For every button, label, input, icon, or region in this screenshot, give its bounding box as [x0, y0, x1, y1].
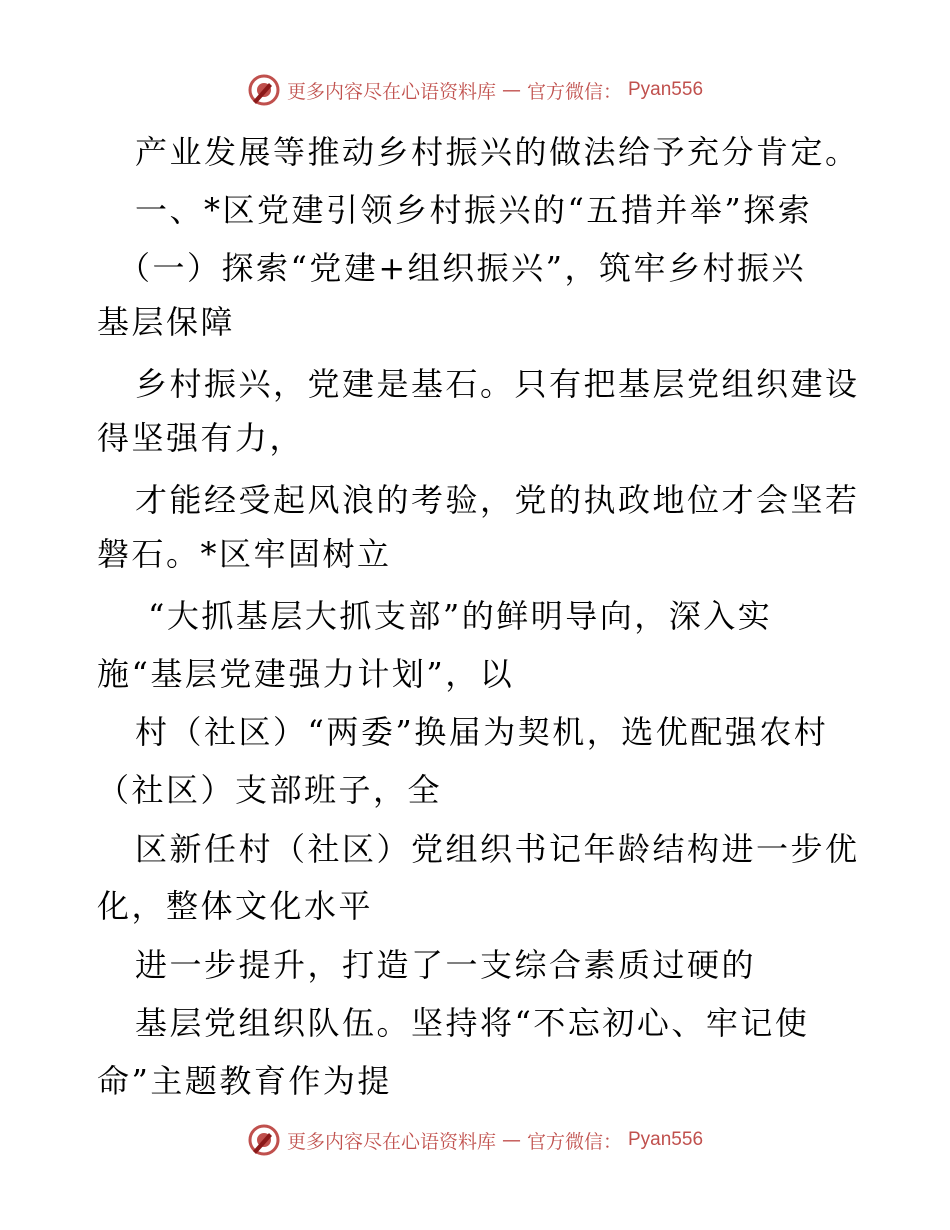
watermark-wechat-label: 官方微信：: [526, 80, 622, 103]
watermark-dash: —: [501, 1129, 521, 1151]
body-line: 化，整体文化水平: [97, 887, 374, 925]
body-line: 基层党组织队伍。坚持将“不忘初心、牢记使: [135, 1004, 810, 1042]
watermark-wechat-label: 官方微信：: [526, 1130, 622, 1153]
body-line: “大抓基层大抓支部”的鲜明导向，深入实: [148, 597, 773, 635]
body-line: 才能经受起风浪的考验，党的执政地位才会坚若: [135, 481, 860, 519]
footer-watermark: [0, 1120, 950, 1160]
watermark-site-text: 更多内容尽在心语资料库: [286, 80, 496, 103]
body-line: 村（社区）“两委”换届为契机，选优配强农村: [135, 713, 829, 751]
body-line: 磐石。*区牢固树立: [97, 535, 392, 573]
body-line: 乡村振兴，党建是基石。只有把基层党组织建设: [135, 365, 860, 403]
section-heading: 一、*区党建引领乡村振兴的“五措并举”探索: [135, 191, 813, 229]
subsection-heading-cont: 基层保障: [97, 303, 236, 341]
subsection-heading: （一）探索“党建+组织振兴”，筑牢乡村振兴: [118, 249, 807, 287]
watermark-wechat-id: Pyan556: [628, 79, 704, 100]
body-line: 施“基层党建强力计划”，以: [97, 655, 515, 693]
body-line: 进一步提升，打造了一支综合素质过硬的: [135, 946, 757, 984]
red-circle-pen-logo-icon: [247, 1123, 281, 1157]
watermark-dash: —: [501, 79, 521, 101]
body-line: 命”主题教育作为提: [97, 1062, 392, 1100]
body-line: （社区）支部班子，全: [97, 771, 443, 809]
body-line: 产业发展等推动乡村振兴的做法给予充分肯定。: [135, 133, 860, 171]
watermark-wechat-id: Pyan556: [628, 1129, 704, 1150]
body-line: 得坚强有力，: [97, 419, 305, 457]
watermark-site-text: 更多内容尽在心语资料库: [286, 1130, 496, 1153]
body-line: 区新任村（社区）党组织书记年龄结构进一步优: [135, 830, 860, 868]
